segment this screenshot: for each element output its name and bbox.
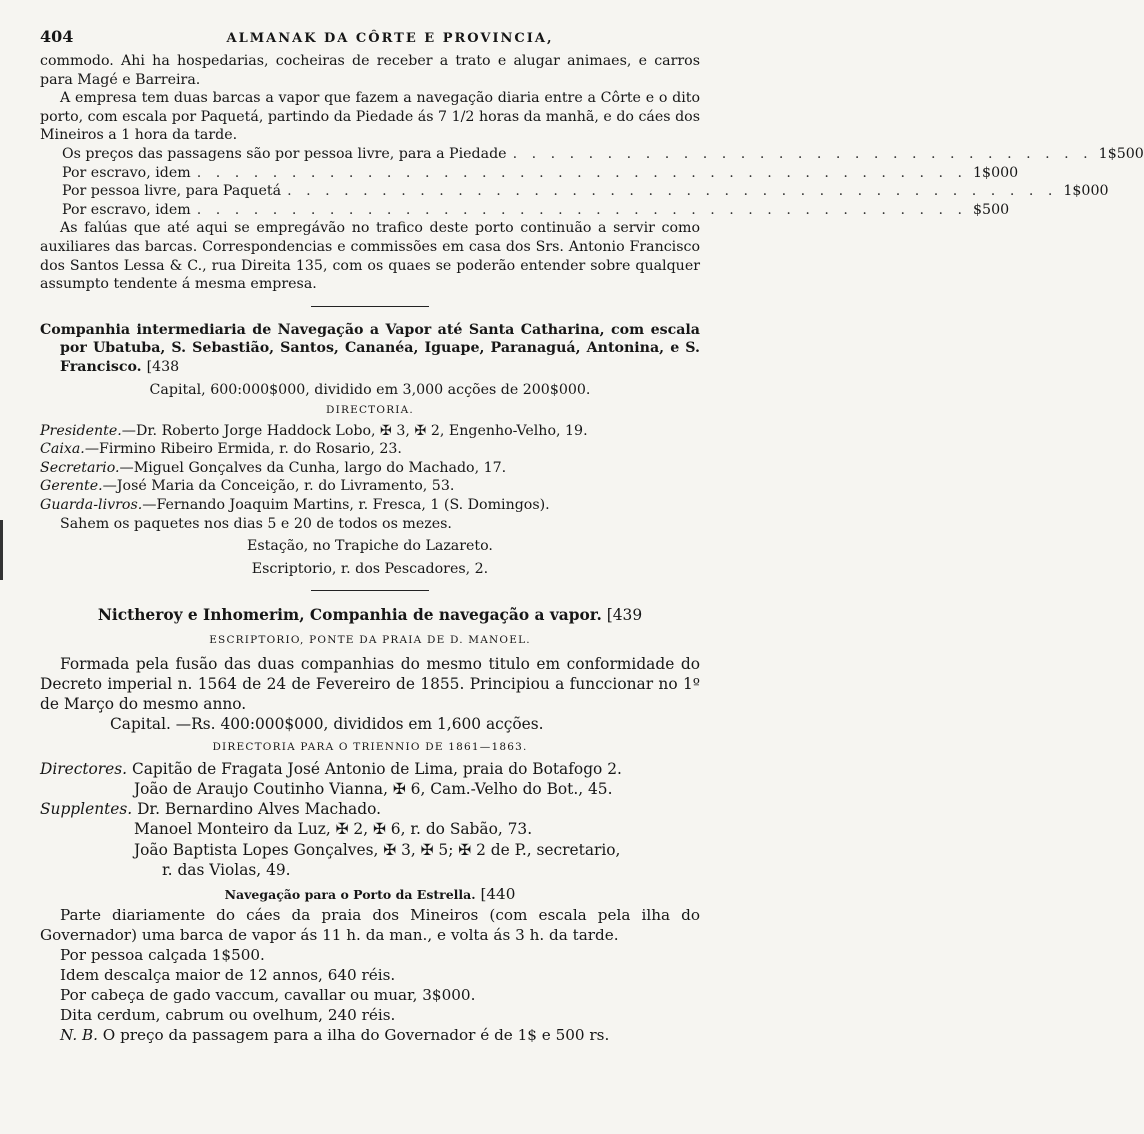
fare-line: Idem descalça maior de 12 annos, 640 réis. [60, 966, 396, 985]
section-divider [311, 590, 429, 591]
director-text: —Miguel Gonçalves da Cunha, largo do Machado, 17. [119, 459, 507, 476]
section2-directors [40, 422, 700, 515]
price-label: Por escravo, idem [62, 201, 191, 218]
supplente-entry: Manoel Monteiro da Luz, ✠ 2, ✠ 6, r. do Sabão, 73. [134, 820, 533, 839]
price-value: 1$500 [1098, 145, 1144, 162]
price-value: 1$000 [973, 164, 1019, 181]
director-role: Caixa. [40, 441, 85, 458]
director-line [40, 496, 700, 515]
price-value: $500 [973, 201, 1010, 218]
director-text: —José Maria da Conceição, r. do Livramento, 53. [102, 478, 455, 495]
running-head [40, 28, 700, 52]
section3-directoria-label: DIRECTORIA PARA O TRIENNIO DE 1861—1863. [212, 740, 528, 753]
supplente-entry: Dr. Bernardino Alves Machado. [137, 800, 381, 819]
fare-line: Por cabeça de gado vaccum, cavallar ou muar, 3$000. [60, 986, 476, 1005]
section2-directoria-label: DIRECTORIA. [326, 404, 414, 417]
section3-office: ESCRIPTORIO, PONTE DA PRAIA DE D. MANOEL. [209, 633, 531, 646]
price-value: 1$000 [1063, 183, 1109, 200]
section3-number: [439 [606, 606, 643, 625]
price-row: Por escravo, idem . . . . . . . . . . . . . . . . . . . . . . . . . . . . . . . . . . . . . . . . . 1$000 [40, 164, 700, 183]
section-divider [311, 306, 429, 307]
price-label: Por escravo, idem [62, 164, 191, 181]
section2-office: Escriptorio, r. dos Pescadores, 2. [251, 560, 489, 577]
director-line [40, 422, 700, 441]
director-role: Presidente. [40, 422, 122, 439]
supplentes-label: Supplentes. [40, 800, 133, 819]
director-line [40, 477, 700, 496]
price-row: Por escravo, idem . . . . . . . . . . . . . . . . . . . . . . . . . . . . . . . . . . . . . . . . . $500 [40, 201, 700, 220]
section2-capital: Capital, 600:000$000, dividido em 3,000 acções de 200$000. [149, 381, 591, 398]
section3-title: Nictheroy e Inhomerim, Companhia de navegação a vapor. [97, 606, 602, 625]
director-line [40, 440, 700, 459]
section3 [40, 605, 700, 880]
director-entry: Capitão de Fragata José Antonio de Lima, praia do Botafogo 2. [131, 759, 622, 778]
directores-line [40, 759, 700, 779]
section3-heading [40, 605, 700, 625]
section1-closing: As falúas que até aqui se empregávão no trafico deste porto continuão a servir como auxiliares das barcas. Correspondencias e commissões em casa dos Srs. Antonio Francisco dos Santos Lessa & C., rua Direita 135, com os quaes se poderão entender sobre qualquer assumpto tendente á mesma empresa. [40, 220, 700, 293]
section3-intro: Formada pela fusão das duas companhias do mesmo titulo em conformidade do Decreto imperial n. 1564 de 24 de Fevereiro de 1855. Principiou a funccionar no 1º de Março do mesmo anno. [40, 654, 700, 714]
supplente-continuation: r. das Violas, 49. [162, 860, 291, 879]
director-text: —Fernando Joaquim Martins, r. Fresca, 1 (S. Domingos). [142, 497, 550, 514]
fare-line: Por pessoa calçada 1$500. [60, 946, 265, 965]
section1-line2: A empresa tem duas barcas a vapor que fazem a navegação diaria entre a Côrte e o dito porto, com escala por Paquetá, partindo da Piedade ás 7 1/2 horas da manhã, e do cáes dos Mineiros a 1 hora da tarde. [40, 90, 700, 144]
section2-departures: Sahem os paquetes nos dias 5 e 20 de todos os mezes. [60, 515, 452, 532]
price-row: Os preços das passagens são por pessoa livre, para a Piedade . . . . . . . . . . . . . . . . . . . . . . . . . . . . . . . 1$500 [40, 145, 700, 164]
fare-line: Dita cerdum, cabrum ou ovelhum, 240 réis. [60, 1006, 396, 1025]
section1-line1: commodo. Ahi ha hospedarias, cocheiras de receber a trato e alugar animaes, e carros para Magé e Barreira. [40, 53, 700, 88]
margin-mark [0, 520, 3, 580]
nb-label: N. B. [60, 1026, 98, 1045]
section4 [40, 884, 700, 1045]
director-entry: João de Araujo Coutinho Vianna, ✠ 6, Cam.-Velho do Bot., 45. [134, 780, 613, 799]
nb-text: O preço da passagem para a ilha do Governador é de 1$ e 500 rs. [102, 1026, 610, 1045]
director-text: —Firmino Ribeiro Ermida, r. do Rosario, 23. [84, 441, 402, 458]
section4-intro: Parte diariamente do cáes da praia dos Mineiros (com escala pela ilha do Governador) uma barca de vapor ás 11 h. da man., e volta ás 3 h. da tarde. [40, 906, 700, 945]
section2-heading [40, 321, 700, 377]
director-role: Guarda-livros. [40, 497, 143, 514]
director-role: Gerente. [40, 478, 103, 495]
directores-label: Directores. [40, 759, 128, 778]
section2-title: Companhia intermediaria de Navegação a Vapor até Santa Catharina, com escala por Ubatuba, S. Sebastião, Santos, Cananéa, Iguape, Paranaguá, Antonina, e S. Francisco. [40, 321, 700, 375]
supplente-entry: João Baptista Lopes Gonçalves, ✠ 3, ✠ 5; ✠ 2 de P., secretario, [134, 840, 621, 859]
director-role: Secretario. [40, 459, 120, 476]
section3-capital: Capital. —Rs. 400:000$000, divididos em 1,600 acções. [110, 715, 544, 734]
supplentes-line [40, 799, 700, 819]
section4-heading [40, 884, 700, 905]
page-number: 404 [40, 27, 74, 46]
director-text: —Dr. Roberto Jorge Haddock Lobo, ✠ 3, ✠ 2, Engenho-Velho, 19. [121, 422, 588, 439]
price-label: Os preços das passagens são por pessoa livre, para a Piedade [62, 145, 507, 162]
section2-number: [438 [146, 358, 180, 375]
price-label: Por pessoa livre, para Paquetá [62, 183, 282, 200]
page [40, 27, 1144, 1045]
nb-line [40, 1025, 700, 1045]
running-title: ALMANAK DA CÔRTE E PROVINCIA, [226, 31, 554, 46]
section4-number: [440 [480, 885, 516, 904]
director-line [40, 459, 700, 478]
price-row: Por pessoa livre, para Paquetá . . . . . . . . . . . . . . . . . . . . . . . . . . . . . . . . . . . . . . . . . 1$000 [40, 182, 700, 201]
section4-title: Navegação para o Porto da Estrella. [224, 887, 476, 903]
section2-station: Estação, no Trapiche do Lazareto. [247, 538, 493, 555]
price-list [40, 145, 1144, 219]
